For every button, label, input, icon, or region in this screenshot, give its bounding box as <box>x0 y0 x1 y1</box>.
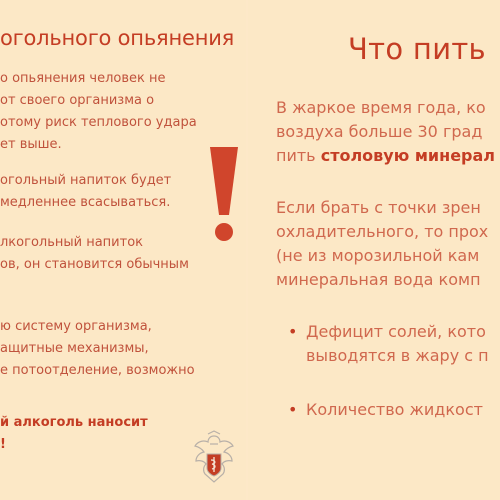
text-line: ! <box>0 437 6 452</box>
text-line: й алкоголь наносит <box>0 415 148 430</box>
right-panel <box>248 0 500 500</box>
text-segment: пить <box>276 146 321 165</box>
bullet-list <box>288 320 489 452</box>
left-paragraph-1 <box>0 68 197 156</box>
left-paragraph-2 <box>0 170 171 214</box>
text-line: медленнее всасываться. <box>0 195 171 210</box>
text-line <box>276 144 495 168</box>
left-paragraph-3 <box>0 232 189 276</box>
text-line: ащитные механизмы, <box>0 341 149 356</box>
text-line: Дефицит солей, кото <box>306 322 486 341</box>
left-paragraph-4 <box>0 316 195 382</box>
highlighted-text: столовую минерал <box>320 146 496 165</box>
right-panel-title: Что пить <box>348 32 486 66</box>
text-line: о опьянения человек не <box>0 71 166 86</box>
text-line: от своего организма о <box>0 93 155 108</box>
text-line: огольный напиток будет <box>0 173 172 188</box>
text-line: охладительного, то прох <box>276 222 489 241</box>
left-paragraph-warning <box>0 412 148 456</box>
text-line: Если брать с точки зрен <box>276 198 481 217</box>
list-item <box>288 320 489 368</box>
list-item <box>288 398 489 422</box>
bullet-dot-icon: • <box>288 322 298 341</box>
text-line: ет выше. <box>0 137 62 152</box>
text-line: Количество жидкост <box>306 400 483 419</box>
right-paragraph-1 <box>276 96 495 168</box>
text-line: ов, он становится обычным <box>0 257 189 272</box>
text-line: лкогольный напиток <box>0 235 144 250</box>
text-line: В жаркое время года, ко <box>276 98 486 117</box>
right-paragraph-2 <box>276 196 488 292</box>
exclamation-icon <box>204 143 244 245</box>
text-line: е потоотделение, возможно <box>0 363 195 378</box>
text-line: отому риск теплового удара <box>0 115 197 130</box>
bullet-dot-icon: • <box>288 400 298 419</box>
text-line: минеральная вода комп <box>276 270 481 289</box>
text-line: воздуха больше 30 град <box>276 122 483 141</box>
ministry-emblem-icon <box>190 430 238 488</box>
left-panel <box>0 0 248 500</box>
left-panel-title: огольного опьянения <box>0 26 235 50</box>
text-line: ю систему организма, <box>0 319 152 334</box>
text-line: (не из морозильной кам <box>276 246 480 265</box>
text-line: выводятся в жару с п <box>306 346 489 365</box>
